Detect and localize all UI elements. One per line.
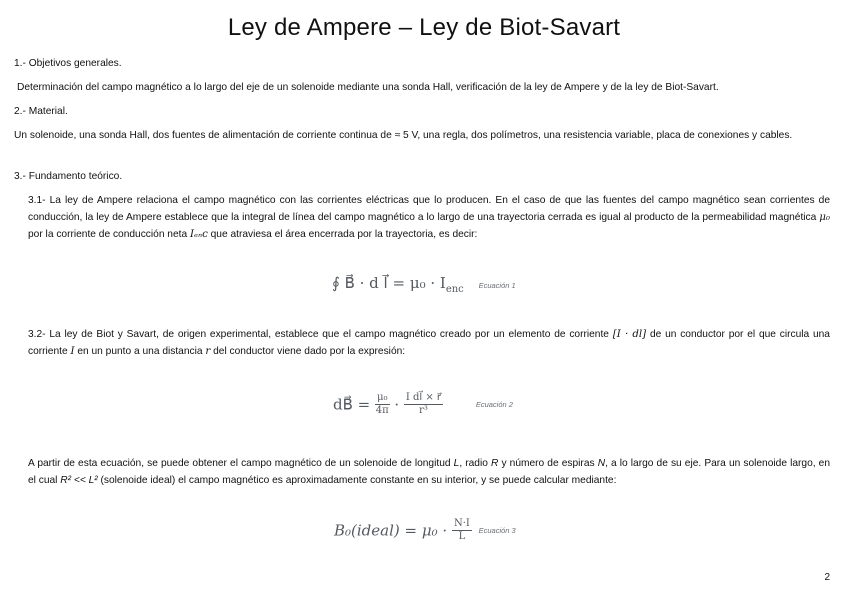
equation-2-f1-den: 4π: [375, 405, 389, 416]
section-heading-material: 2.- Material.: [14, 106, 68, 117]
current-element: [I · dl]: [612, 329, 647, 340]
material-text: Un solenoide, una sonda Hall, dos fuentes de alimentación de corriente continua de ≈ 5 V, una regla, dos polímetros, una resistencia variable, placa de conexiones y cables.: [14, 130, 793, 141]
paragraph-3-2-text-c: en un punto a una distancia: [77, 346, 203, 357]
equation-2-f2-num: I dl⃗ × r⃗: [405, 392, 442, 403]
paragraph-3-1-text-a: 3.1- La ley de Ampere relaciona el campo magnético con las corrientes eléctricas que lo producen. En el caso de que las fuentes del campo magnético sean corrientes de conducción, la ley de Ampere establece que la integral de línea del campo magnético a lo largo de una trayectoria cerrada es igual al producto de la permeabilidad magnética: [28, 195, 830, 223]
equation-2-f2-den: r³: [419, 405, 428, 416]
paragraph-solenoide-text-e: (solenoide ideal) el campo magnético es aproximadamente constante en su interior, y se puede calcular mediante:: [100, 475, 617, 486]
radius-symbol: R: [491, 458, 499, 469]
equation-3-den: L: [458, 531, 466, 542]
equation-1-label: Ecuación 1: [478, 281, 516, 290]
equation-2: [333, 392, 513, 417]
equation-3-label: Ecuación 3: [478, 526, 516, 535]
equation-2-label: Ecuación 2: [475, 400, 513, 409]
objetivos-text: Determinación del campo magnético a lo largo del eje de un solenoide mediante una sonda Hall, verificación de la ley de Ampere y de la ley de Biot-Savart.: [17, 82, 719, 93]
section-heading-fundamento: 3.- Fundamento teórico.: [14, 171, 123, 182]
page-title: Ley de Ampere – Ley de Biot-Savart: [227, 14, 621, 41]
equation-1-expr: ∮ B⃗ · d l⃗ = μ₀ · I: [332, 274, 446, 292]
paragraph-3-2-text-d: del conductor viene dado por la expresión:: [213, 346, 406, 357]
paragraph-solenoide-text-c: y número de espiras: [501, 458, 595, 469]
paragraph-solenoide-text-b: , radio: [459, 458, 488, 469]
equation-2-f1-num: μ₀: [377, 392, 388, 403]
equation-1-sub: enc: [445, 284, 464, 295]
length-symbol: L: [453, 458, 460, 469]
equation-2-lhs: dB⃗ =: [333, 395, 371, 414]
ideal-condition: R² << L²: [60, 475, 98, 486]
equation-1: [332, 274, 516, 295]
ienc-symbol: Iₑₙᴄ: [189, 229, 208, 240]
equation-2-fraction-2: [404, 392, 443, 417]
equation-3-lhs: B₀(ideal) = μ₀ ·: [334, 521, 448, 540]
mu0-symbol: μ₀: [819, 212, 830, 223]
paragraph-3-2-text-b: de un conductor por el que circula una corriente: [28, 329, 830, 357]
paragraph-3-1: [28, 192, 830, 243]
distance-symbol: r: [205, 346, 211, 357]
paragraph-3-1-text-c: que atraviesa el área encerrada por la trayectoria, es decir:: [210, 229, 478, 240]
current-symbol: I: [70, 346, 75, 357]
paragraph-3-2: [28, 326, 830, 360]
turns-symbol: N: [597, 458, 606, 469]
equation-2-dot: ·: [394, 395, 400, 414]
equation-3-num: N·I: [453, 518, 470, 529]
paragraph-3-2-text-a: 3.2- La ley de Biot y Savart, de origen experimental, establece que el campo magnético creado por un elemento de corriente: [28, 329, 609, 340]
page-number: 2: [824, 572, 830, 583]
equation-3-fraction: [452, 518, 472, 543]
paragraph-solenoide-text-d: , a lo largo de su eje. Para un solenoide largo, en el cual: [28, 458, 830, 486]
section-heading-objetivos: 1.- Objetivos generales.: [14, 58, 122, 69]
paragraph-solenoide-text-a: A partir de esta ecuación, se puede obtener el campo magnético de un solenoide de longitud: [28, 458, 451, 469]
paragraph-solenoide: [28, 455, 830, 489]
equation-2-fraction-1: [375, 392, 390, 417]
equation-3: [334, 518, 516, 543]
paragraph-3-1-text-b: por la corriente de conducción neta: [28, 229, 188, 240]
